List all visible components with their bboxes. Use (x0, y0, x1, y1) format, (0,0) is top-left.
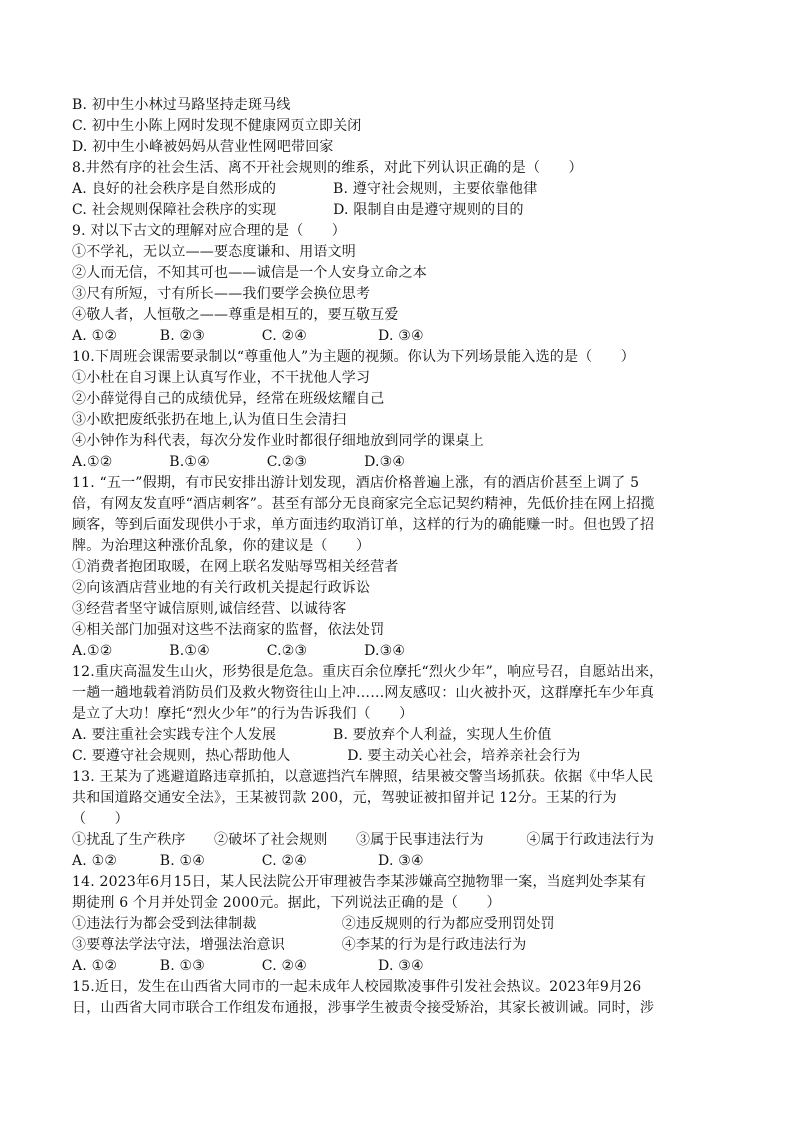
question-8-stem: 8.井然有序的社会生活、离不开社会规则的维系，对此下列认识正确的是（ ） (72, 160, 583, 176)
text-line: （ ） (72, 811, 129, 827)
text-line: ④敬人者，人恒敬之——尊重是相互的，要互敬互爱 (72, 307, 399, 323)
answer-options: A.①② B.①④ C.②③ D.③④ (72, 643, 406, 659)
text-line: ①不学礼，无以立——要态度谦和、用语文明 (72, 244, 356, 260)
question-12-stem: 12.重庆高温发生山火，形势很是危急。重庆百余位摩托“烈火少年”，响应号召，自愿站出来， (72, 664, 664, 680)
text-line: 一趟一趟地载着消防员们及救火物资往山上冲……网友感叹：山火被扑灭，这群摩托车少年真 (72, 685, 655, 701)
text-line: 牌。为治理这种涨价乱象，你的建议是（ ） (72, 538, 371, 554)
question-11-stem: 11. “五一”假期，有市民安排出游计划发现，酒店价格普遍上涨，有的酒店价甚至上调了 5 (72, 475, 640, 491)
text-line: A. 要注重社会实践专注个人发展 B. 要放弃个人利益，实现人生价值 (72, 727, 552, 743)
answer-options: A.①② B.①④ C.②③ D.③④ (72, 454, 406, 470)
answer-options: A. ①② B. ①③ C. ②④ D. ③④ (72, 958, 424, 974)
text-line: ②向该酒店营业地的有关行政机关提起行政诉讼 (72, 580, 371, 596)
text-line: ④相关部门加强对这些不法商家的监督，依法处罚 (72, 622, 385, 638)
text-line: ①扰乱了生产秩序 ②破坏了社会规则 ③属于民事违法行为 ④属于行政违法行为 (72, 832, 655, 848)
text-line: C. 初中生小陈上网时发现不健康网页立即关闭 (72, 118, 362, 134)
text-line: ④小钟作为科代表，每次分发作业时都很仔细地放到同学的课桌上 (72, 433, 484, 449)
text-line: ③要尊法学法守法，增强法治意识 ④李某的行为是行政违法行为 (72, 937, 527, 953)
text-line: B. 初中生小林过马路坚持走斑马线 (72, 97, 291, 113)
question-10-stem: 10.下周班会课需要录制以“尊重他人”为主题的视频。你认为下列场景能入选的是（ ） (72, 349, 635, 365)
text-line: 顾客，等到后面发现供小于求，单方面违约取消订单，这样的行为的确能赚一时。但也毁了招 (72, 517, 655, 533)
text-line: ③尺有所短，寸有所长——我们要学会换位思考 (72, 286, 371, 302)
text-line: 是立了大功！摩托“烈火少年”的行为告诉我们（ ） (72, 706, 414, 722)
text-line: D. 初中生小峰被妈妈从营业性网吧带回家 (72, 139, 334, 155)
question-9-stem: 9. 对以下古文的理解对应合理的是（ ） (72, 223, 347, 239)
question-13-stem: 13. 王某为了逃避道路违章抓拍，以意遮挡汽车牌照，结果被交警当场抓获。依据《中华人民 (72, 769, 654, 785)
text-line: ③经营者坚守诚信原则,诚信经营、以诚待客 (72, 601, 347, 617)
text-line: ①小杜在自习课上认真写作业，不干扰他人学习 (72, 370, 371, 386)
text-line: ③小欧把废纸张扔在地上,认为值日生会清扫 (72, 412, 347, 428)
text-line: C. 要遵守社会规则，热心帮助他人 D. 要主动关心社会，培养亲社会行为 (72, 748, 581, 764)
text-line: C. 社会规则保障社会秩序的实现 D. 限制自由是遵守规则的目的 (72, 202, 524, 218)
text-line: 共和国道路交通安全法》，王某被罚款 200，元，驾驶证被扣留并记 12分。王某的行为 (72, 790, 617, 806)
text-line: ②小薛觉得自己的成绩优异，经常在班级炫耀自己 (72, 391, 385, 407)
text-line: ①消费者抱团取暖，在网上联名发贴辱骂相关经营者 (72, 559, 399, 575)
question-15-stem: 15.近日，发生在山西省大同市的一起未成年人校园欺凌事件引发社会热议。2023年9月26 (72, 979, 642, 995)
text-line: ①违法行为都会受到法律制裁 ②违反规则的行为都应受刑罚处罚 (72, 916, 555, 932)
text-line: 倍，有网友发直呼“酒店刺客”。甚至有部分无良商家完全忘记契约精神，先低价挂在网上招揽 (72, 496, 655, 512)
answer-options: A. ①② B. ②③ C. ②④ D. ③④ (72, 328, 424, 344)
answer-options: A. ①② B. ①④ C. ②④ D. ③④ (72, 853, 424, 869)
question-14-stem: 14. 2023年6月15日，某人民法院公开审理被告李某涉嫌高空抛物罪一案，当庭判处李某有 (72, 874, 647, 890)
text-line: A. 良好的社会秩序是自然形成的 B. 遵守社会规则，主要依靠他律 (72, 181, 538, 197)
text-line: 日，山西省大同市联合工作组发布通报，涉事学生被责令接受矫治，其家长被训诫。同时，涉 (72, 1000, 655, 1016)
text-line: 期徒刑 6 个月并处罚金 2000元。据此，下列说法正确的是（ ） (72, 895, 501, 911)
text-line: ②人而无信，不知其可也——诚信是一个人安身立命之本 (72, 265, 427, 281)
